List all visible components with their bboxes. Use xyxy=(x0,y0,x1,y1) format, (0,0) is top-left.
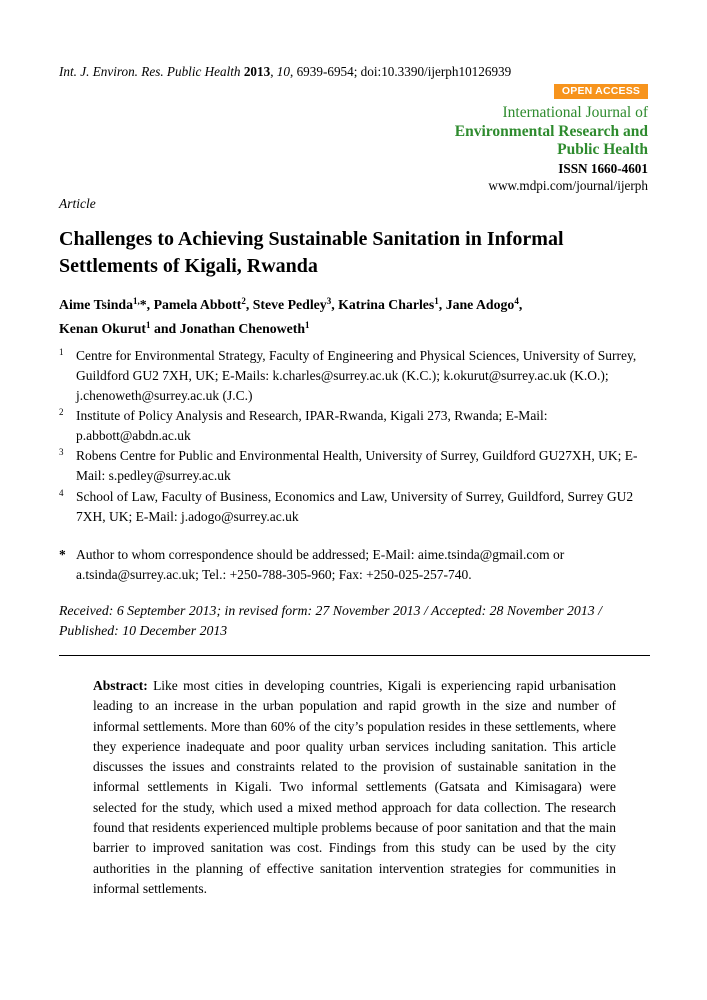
affiliation-number: 4 xyxy=(59,488,64,498)
author-name: Jonathan Chenoweth xyxy=(179,321,306,336)
corresponding-author-star: * xyxy=(139,297,147,312)
author-separator: , xyxy=(331,297,339,312)
author-affiliation-sup: 3 xyxy=(326,296,332,306)
author-name: Kenan Okurut xyxy=(59,321,147,336)
citation-line: Int. J. Environ. Res. Public Health 2013, 10, 6939-6954; doi:10.3390/ijerph10126939 xyxy=(59,64,512,79)
affiliation-text: Centre for Environmental Strategy, Faculty of Engineering and Physical Sciences, University of Surrey, Guildford GU2 7XH, UK; E-Mails: k.charles@surrey.ac.uk (K.C.); k.okurut@surrey.ac.uk (K.O.); j.chenoweth@surrey.ac.uk (J.C.) xyxy=(76,348,637,403)
abstract xyxy=(93,676,616,899)
affiliation-number: 1 xyxy=(59,347,64,357)
open-access-badge: OPEN ACCESS xyxy=(554,84,648,99)
author-name: Katrina Charles xyxy=(338,297,435,312)
journal-block xyxy=(455,104,648,194)
author-separator: , xyxy=(245,297,253,312)
author-separator: , xyxy=(438,297,446,312)
correspondence-star: * xyxy=(59,547,66,562)
author-affiliation-sup: 1 xyxy=(146,320,151,330)
citation-volume: 10 xyxy=(276,64,290,79)
correspondence-text: Author to whom correspondence should be addressed; E-Mail: aime.tsinda@gmail.com or a.tsinda@surrey.ac.uk; Tel.: +250-788-305-960; Fax: +250-025-257-740. xyxy=(76,547,565,582)
journal-url: www.mdpi.com/journal/ijerph xyxy=(488,177,648,193)
citation-year: 2013 xyxy=(243,64,271,79)
citation-pages-doi: , 6939-6954; doi:10.3390/ijerph10126939 xyxy=(289,64,512,79)
author-separator: , xyxy=(146,297,154,312)
affiliation-number: 2 xyxy=(59,407,64,417)
abstract-text: Like most cities in developing countries, Kigali is experiencing rapid urbanisation leading to an increase in the urban population and rapid growth in the size and number of informal settlements. More than 60% of the city’s population resides in these settlements, where they experience inadequate and poor quality urban services including sanitation. This article discusses the issues and constraints related to the provision of sustainable sanitation in the informal settlements in Kigali. Two informal settlements (Gatsata and Kimisagara) were selected for the study, which used a mixed method approach for data collection. The research found that residents experienced multiple problems because of poor sanitation and that the main barrier to improved sanitation was cost. Findings from this study can be used by the city authorities in the planning of effective sanitation intervention strategies for communities in informal settlements. xyxy=(93,678,616,896)
author-affiliation-sup: 1, xyxy=(133,296,140,306)
author-separator: , xyxy=(518,297,523,312)
affiliation-text: Institute of Policy Analysis and Research, IPAR-Rwanda, Kigali 273, Rwanda; E-Mail: p.abbott@abdn.ac.uk xyxy=(76,408,548,443)
author-affiliation-sup: 2 xyxy=(241,296,246,306)
author-affiliation-sup: 1 xyxy=(305,320,310,330)
journal-abbrev: Int. J. Environ. Res. Public Health xyxy=(59,64,241,79)
publication-dates: Received: 6 September 2013; in revised form: 27 November 2013 / Accepted: 28 November 2013 / Published: 10 December 2013 xyxy=(59,603,602,638)
issn: ISSN 1660-4601 xyxy=(558,160,648,176)
affiliation-text: School of Law, Faculty of Business, Economics and Law, University of Surrey, Guildford, Surrey GU2 7XH, UK; E-Mail: j.adogo@surrey.ac.uk xyxy=(76,489,634,524)
author-name: Pamela Abbott xyxy=(153,297,242,312)
author-affiliation-sup: 4 xyxy=(514,296,519,306)
abstract-label: Abstract: xyxy=(93,678,148,693)
author-list xyxy=(59,291,659,339)
author-name: Aime Tsinda xyxy=(59,297,133,312)
article-type: Article xyxy=(59,196,96,211)
author-name: Jane Adogo xyxy=(445,297,515,312)
divider xyxy=(59,655,650,656)
author-affiliation-sup: 1 xyxy=(434,296,439,306)
author-separator: and xyxy=(150,321,180,336)
journal-name-line1: International Journal of xyxy=(502,104,648,121)
article-title: Challenges to Achieving Sustainable Sanitation in Informal Settlements of Kigali, Rwanda xyxy=(59,228,564,277)
affiliation-number: 3 xyxy=(59,447,64,457)
journal-name-line3: Public Health xyxy=(557,141,648,158)
author-name: Steve Pedley xyxy=(252,297,327,312)
journal-name-line2: Environmental Research and xyxy=(454,122,648,140)
affiliation-text: Robens Centre for Public and Environmental Health, University of Surrey, Guildford GU27XH, UK; E-Mail: s.pedley@surrey.ac.uk xyxy=(76,448,638,483)
